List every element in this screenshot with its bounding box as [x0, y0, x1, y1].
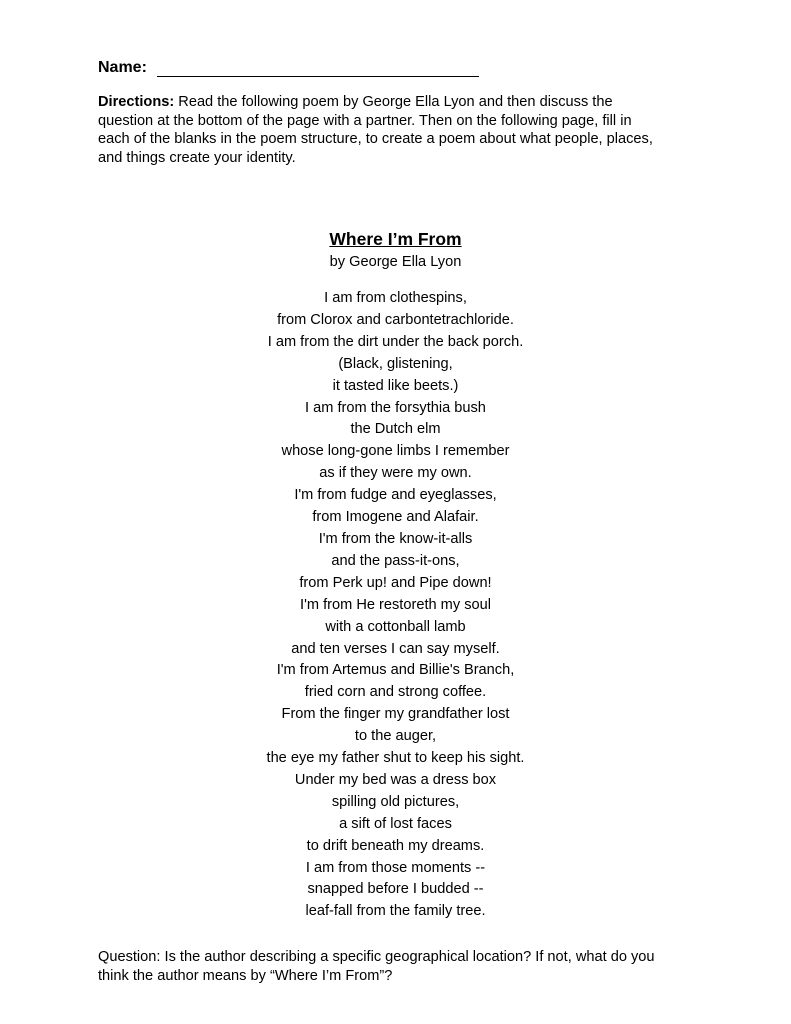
- poem-line: I am from clothespins,: [324, 290, 467, 306]
- directions-line: each of the blanks in the poem structure, to create a poem about what people, places,: [98, 131, 653, 147]
- poem-line: I am from those moments --: [305, 859, 486, 876]
- poem-line: with a cottonball lamb: [325, 618, 466, 635]
- poem-line: spilling old pictures,: [331, 793, 460, 810]
- poem-title: Where I’m From: [329, 229, 462, 249]
- poem-line: the Dutch elm: [350, 421, 441, 438]
- poem-line: as if they were my own.: [319, 465, 472, 482]
- poem-line: it tasted like beets.): [332, 377, 459, 394]
- poem-body: [0, 288, 791, 923]
- poem-line: I'm from He restoreth my soul: [300, 596, 491, 613]
- discussion-question: [98, 948, 708, 985]
- poem-line: fried corn and strong coffee.: [304, 684, 487, 701]
- name-label: Name:: [98, 59, 147, 76]
- poem-line: (Black, glistening,: [338, 355, 453, 372]
- poem-line: to drift beneath my dreams.: [306, 837, 485, 854]
- poem-line: the eye my father shut to keep his sight.: [266, 750, 525, 767]
- poem-line: I am from the dirt under the back porch.: [267, 333, 524, 350]
- poem-line: from Perk up! and Pipe down!: [299, 574, 492, 591]
- directions-line: and things create your identity.: [98, 149, 296, 166]
- poem-line: I am from the forsythia bush: [305, 399, 486, 416]
- directions-line: question at the bottom of the page with a partner. Then on the following page, fill in: [98, 112, 632, 129]
- poem-line: I'm from fudge and eyeglasses,: [294, 487, 497, 504]
- poem-line: leaf-fall from the family tree.: [305, 903, 486, 920]
- poem-line: a sift of lost faces: [339, 815, 452, 832]
- name-blank-line[interactable]: [157, 57, 479, 77]
- directions-label: Directions:: [98, 94, 175, 110]
- directions-text: Read the following poem by George Ella Lyon and then discuss the: [174, 94, 613, 110]
- directions: [98, 93, 698, 167]
- poem-line: whose long-gone limbs I remember: [281, 443, 510, 460]
- poem-line: and ten verses I can say myself.: [291, 640, 500, 657]
- poem-line: to the auger,: [354, 728, 437, 745]
- poem-line: snapped before I budded --: [307, 881, 484, 898]
- poem-line: from Imogene and Alafair.: [312, 509, 479, 526]
- poem-line: Under my bed was a dress box: [294, 771, 497, 788]
- poem-line: and the pass-it-ons,: [331, 552, 460, 569]
- name-row: [98, 57, 479, 77]
- question-line: Question: Is the author describing a specific geographical location? If not, what do you: [98, 949, 655, 965]
- poem-author: by George Ella Lyon: [329, 254, 462, 270]
- poem-line: I'm from Artemus and Billie's Branch,: [276, 662, 515, 679]
- question-line: think the author means by “Where I’m From”?: [98, 967, 393, 984]
- poem-line: From the finger my grandfather lost: [281, 706, 510, 723]
- poem-line: from Clorox and carbontetrachloride.: [277, 311, 514, 328]
- directions-line: [98, 93, 698, 112]
- poem-line: I'm from the know-it-alls: [318, 530, 473, 547]
